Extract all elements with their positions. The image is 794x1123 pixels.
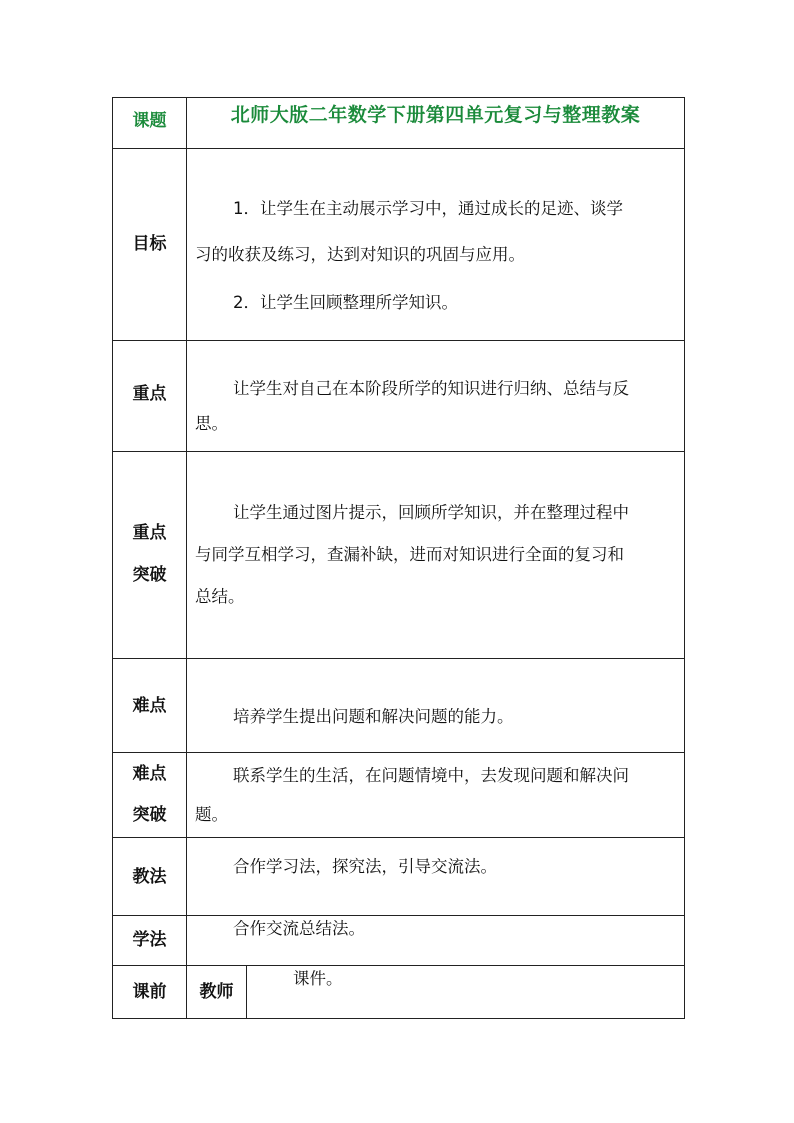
table-line-5 — [112, 752, 685, 753]
learning-method-label: 学法 — [132, 930, 167, 950]
key-point-label: 重点 — [132, 384, 167, 404]
table-line-4 — [112, 658, 685, 659]
table-line-bottom — [112, 1018, 685, 1019]
key-breakthrough-label-2: 突破 — [132, 565, 167, 585]
topic-label: 课题 — [132, 111, 167, 131]
objective-line-3: 2．让学生回顾整理所学知识。 — [233, 293, 458, 312]
key-breakthrough-line-1: 让学生通过图片提示，回顾所学知识，并在整理过程中 — [233, 503, 629, 522]
key-breakthrough-line-3: 总结。 — [195, 587, 245, 606]
page-title: 北师大版二年数学下册第四单元复习与整理教案 — [230, 104, 641, 126]
difficulty-breakthrough-label-1: 难点 — [132, 764, 167, 784]
teaching-method-label: 教法 — [132, 867, 167, 887]
difficulty-line-1: 培养学生提出问题和解决问题的能力。 — [233, 707, 514, 726]
learning-method-line-1: 合作交流总结法。 — [233, 919, 365, 938]
pre-class-teacher-line-1: 课件。 — [293, 969, 343, 988]
table-line-top — [112, 97, 685, 98]
teaching-method-line-1: 合作学习法，探究法，引导交流法。 — [233, 857, 497, 876]
objective-line-2: 习的收获及练习，达到对知识的巩固与应用。 — [195, 245, 525, 264]
pre-class-label: 课前 — [132, 982, 167, 1002]
objective-label: 目标 — [132, 234, 167, 254]
table-line-8 — [112, 965, 685, 966]
difficulty-label: 难点 — [132, 696, 167, 716]
table-line-7 — [112, 915, 685, 916]
key-breakthrough-line-2: 与同学互相学习，查漏补缺，进而对知识进行全面的复习和 — [195, 545, 624, 564]
table-border-right — [684, 97, 685, 1019]
table-line-3 — [112, 451, 685, 452]
table-line-2 — [112, 340, 685, 341]
key-point-line-1: 让学生对自己在本阶段所学的知识进行归纳、总结与反 — [233, 379, 629, 398]
difficulty-breakthrough-label-2: 突破 — [132, 805, 167, 825]
difficulty-breakthrough-line-2: 题。 — [195, 805, 228, 824]
key-breakthrough-label-1: 重点 — [132, 523, 167, 543]
table-border-label-col — [186, 97, 187, 1019]
objective-line-1: 1．让学生在主动展示学习中，通过成长的足迹、谈学 — [233, 199, 623, 218]
table-line-1 — [112, 148, 685, 149]
key-point-line-2: 思。 — [195, 414, 228, 433]
difficulty-breakthrough-line-1: 联系学生的生活，在问题情境中，去发现问题和解决问 — [233, 766, 629, 785]
teacher-label: 教师 — [199, 982, 234, 1002]
table-border-sub-col — [246, 965, 247, 1019]
table-line-6 — [112, 837, 685, 838]
